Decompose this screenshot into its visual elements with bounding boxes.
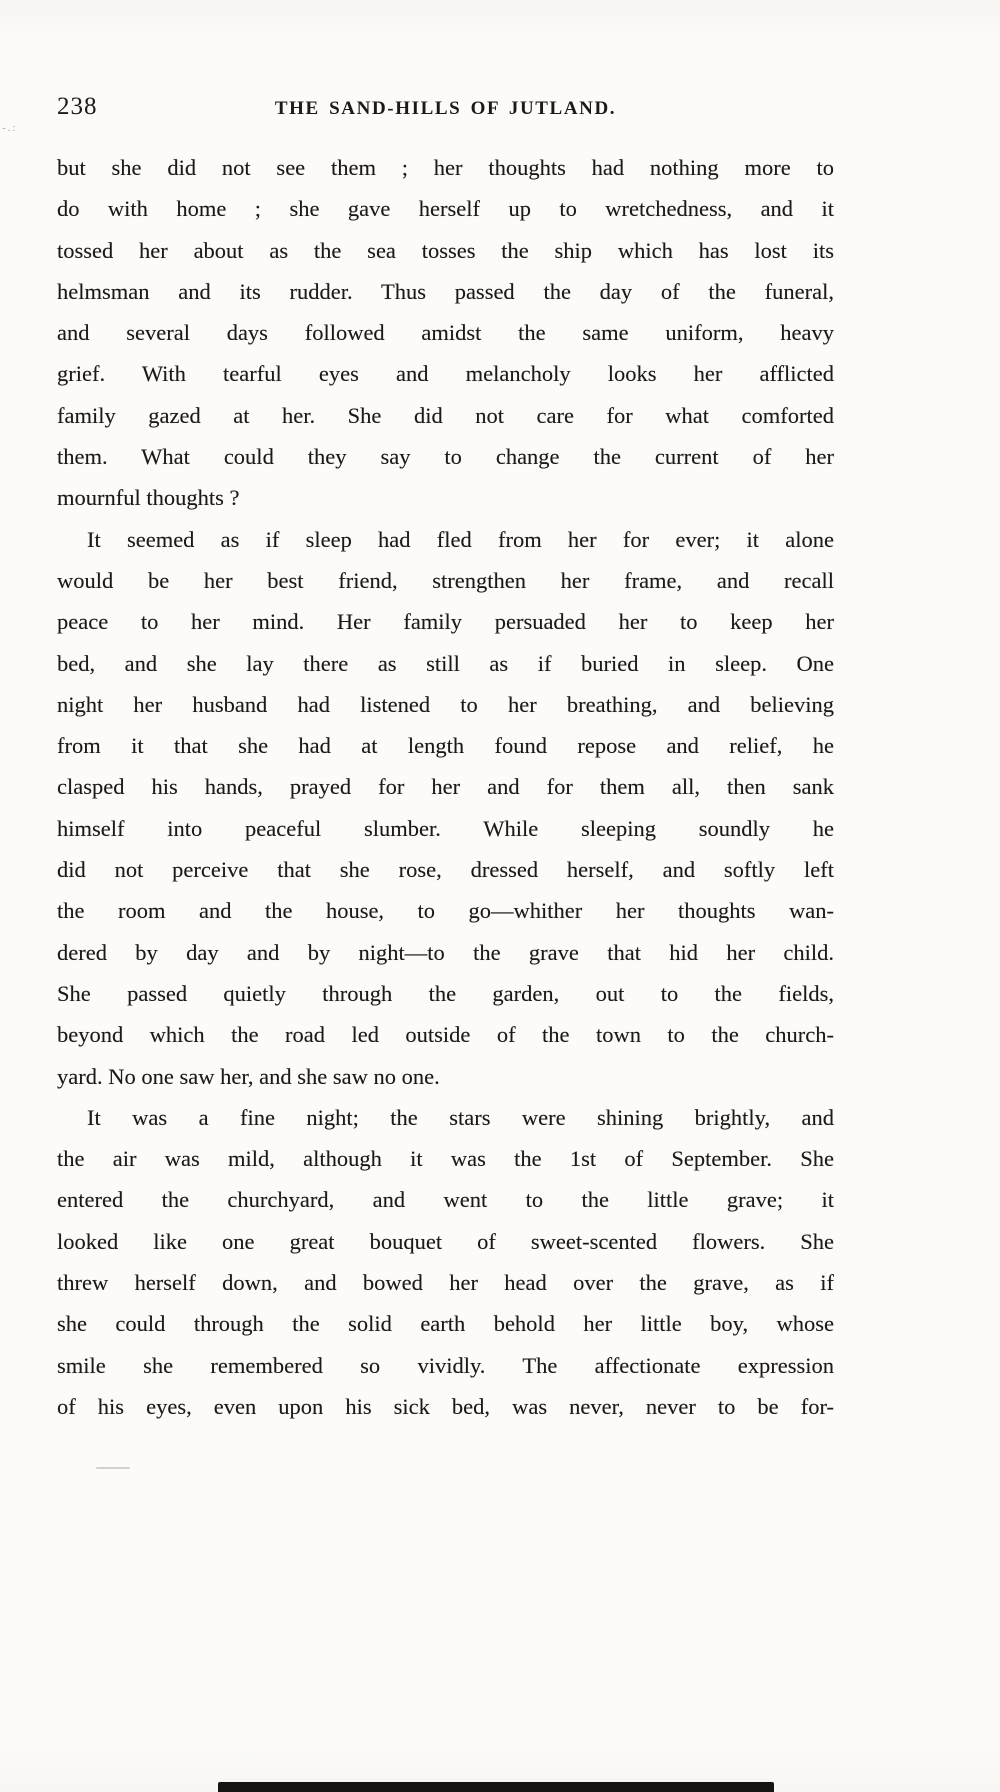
text-line: night her husband had listened to her breathing, and believing (57, 691, 834, 717)
paragraph (57, 147, 834, 519)
page-number: 238 (57, 93, 98, 120)
scan-artifact-bar (218, 1782, 774, 1792)
scan-artifact-speck: -.: (2, 122, 18, 134)
text-line: of his eyes, even upon his sick bed, was never, never to be for- (57, 1393, 834, 1419)
paragraph (57, 1097, 834, 1427)
text-line: but she did not see them ; her thoughts had nothing more to (57, 155, 834, 180)
text-line: looked like one great bouquet of sweet-scented flowers. She (57, 1228, 834, 1254)
text-line: smile she remembered so vividly. The affectionate expression (57, 1352, 834, 1378)
text-line: beyond which the road led outside of the town to the church- (57, 1022, 834, 1048)
text-line: It seemed as if sleep had fled from her for ever; it alone (87, 526, 834, 552)
text-block (57, 147, 834, 1427)
text-line: entered the churchyard, and went to the little grave; it (57, 1187, 834, 1213)
running-header (57, 94, 834, 124)
text-line: dered by day and by night—to the grave that hid her child. (57, 939, 834, 965)
text-line: she could through the solid earth behold her little boy, whose (57, 1311, 834, 1337)
paragraph (57, 519, 834, 1097)
text-line: It was a fine night; the stars were shining brightly, and (87, 1104, 834, 1130)
text-line: family gazed at her. She did not care for what comforted (57, 402, 834, 428)
text-line: himself into peaceful slumber. While sleeping soundly he (57, 815, 834, 841)
text-line: bed, and she lay there as still as if buried in sleep. One (57, 650, 834, 676)
running-title: THE SAND-HILLS OF JUTLAND. (274, 98, 617, 119)
text-line: from it that she had at length found repose and relief, he (57, 733, 834, 759)
text-line: helmsman and its rudder. Thus passed the day of the funeral, (57, 278, 834, 304)
text-line: and several days followed amidst the same uniform, heavy (57, 320, 834, 346)
text-line: yard. No one saw her, and she saw no one. (57, 1063, 440, 1089)
text-line: threw herself down, and bowed her head over the grave, as if (57, 1270, 834, 1296)
text-line: clasped his hands, prayed for her and for them all, then sank (57, 774, 834, 800)
text-line: them. What could they say to change the current of her (57, 444, 834, 470)
text-line: peace to her mind. Her family persuaded her to keep her (57, 609, 834, 635)
text-line: do with home ; she gave herself up to wretchedness, and it (57, 196, 834, 222)
text-line: did not perceive that she rose, dressed herself, and softly left (57, 857, 834, 883)
scan-artifact-dash (96, 1467, 130, 1469)
text-line: tossed her about as the sea tosses the ship which has lost its (57, 237, 834, 263)
text-line: mournful thoughts ? (57, 485, 240, 511)
text-line: the air was mild, although it was the 1st of September. She (57, 1146, 834, 1172)
text-line: grief. With tearful eyes and melancholy looks her afflicted (57, 361, 834, 387)
text-line: the room and the house, to go—whither her thoughts wan- (57, 898, 834, 924)
text-line: would be her best friend, strengthen her frame, and recall (57, 567, 834, 593)
text-line: She passed quietly through the garden, out to the fields, (57, 980, 834, 1006)
